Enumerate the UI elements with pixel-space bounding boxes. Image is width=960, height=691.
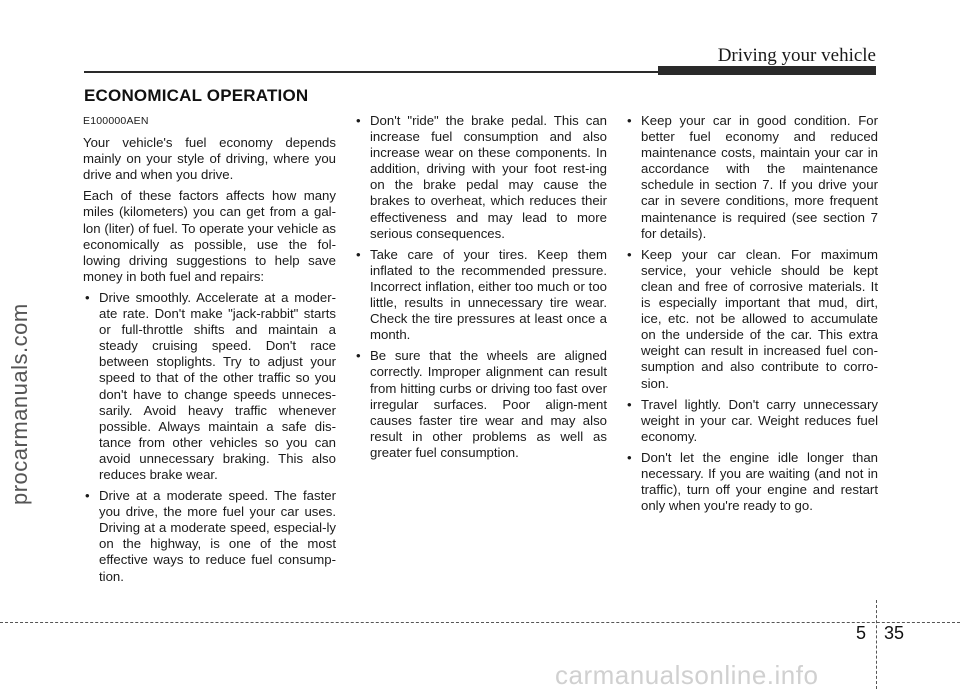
header-rule-bold — [658, 66, 876, 75]
chapter-number: 5 — [856, 623, 867, 643]
bullet-item: • Drive smoothly. Accelerate at a moder-ate rate. Don't make "jack-rabbit" starts or full-throttle shifts and maintain a steady cruising speed. Don't race between stoplights. Try to adjust your speed to that of the other traffic so you don't have to change speeds unneces-sarily. Avoid heavy traffic whenever possible. Always maintain a safe dis-tance from other vehicles so you can avoid unnecessary braking. This also reduces brake wear. — [83, 290, 336, 483]
bullet-item: • Don't "ride" the brake pedal. This can increase fuel consumption and also increase wear on these components. In addition, driving with your foot rest-ing on the brake pedal may cause the brakes to overheat, which reduces their effectiveness and may lead to more serious consequences. — [354, 113, 607, 242]
bullet-item: • Be sure that the wheels are aligned correctly. Improper alignment can result from hitting curbs or driving too fast over irregular surfaces. Poor align-ment causes faster tire wear and may also result in other problems as well as greater fuel consumption. — [354, 348, 607, 461]
bullet-item: • Don't let the engine idle longer than necessary. If you are waiting (and not in traffic), turn off your engine and restart only when you're ready to go. — [625, 450, 878, 514]
bullet-item: • Drive at a moderate speed. The faster you drive, the more fuel your car uses. Driving at a moderate speed, especial-ly on the highway, is one of the most effective ways to reduce fuel consump-tion. — [83, 488, 336, 585]
bottom-watermark: carmanualsonline.info — [555, 660, 819, 690]
column-1 — [83, 113, 336, 590]
bullet-item: • Keep your car clean. For maximum service, your vehicle should be kept clean and free of corrosive materials. It is especially important that mud, dirt, ice, etc. not be allowed to accumulate on the underside of the car. This extra weight can result in increased fuel con-sumption and also contribute to corro-sion. — [625, 247, 878, 392]
bullet-item: • Take care of your tires. Keep them inflated to the recommended pressure. Incorrect inflation, either too much or too little, results in unnecessary tire wear. Check the tire pressures at least once a month. — [354, 247, 607, 344]
running-header: Driving your vehicle — [717, 45, 876, 66]
header-rule — [84, 71, 660, 73]
column-2 — [354, 113, 607, 466]
paragraph: Your vehicle's fuel economy depends mainly on your style of driving, where you drive and when you drive. — [83, 135, 336, 183]
column-3 — [625, 113, 878, 519]
bullet-item: • Travel lightly. Don't carry unnecessary weight in your car. Weight reduces fuel economy. — [625, 397, 878, 445]
page-number: 35 — [884, 623, 905, 643]
paragraph: Each of these factors affects how many miles (kilometers) you can get from a gal-lon (liter) of fuel. To operate your vehicle as economically as possible, use the fol-lowing driving suggestions to help save money in both fuel and repairs: — [83, 188, 336, 284]
section-title: ECONOMICAL OPERATION — [84, 86, 309, 105]
footer-divider — [876, 600, 877, 689]
footer-rule — [0, 622, 960, 623]
bullet-item: • Keep your car in good condition. For better fuel economy and reduced maintenance costs, maintain your car in accordance with the maintenance schedule in section 7. If you drive your car in severe conditions, more frequent maintenance is required (see section 7 for details). — [625, 113, 878, 242]
section-code: E100000AEN — [83, 115, 149, 127]
side-watermark-text: procarmanuals.com — [7, 303, 32, 505]
